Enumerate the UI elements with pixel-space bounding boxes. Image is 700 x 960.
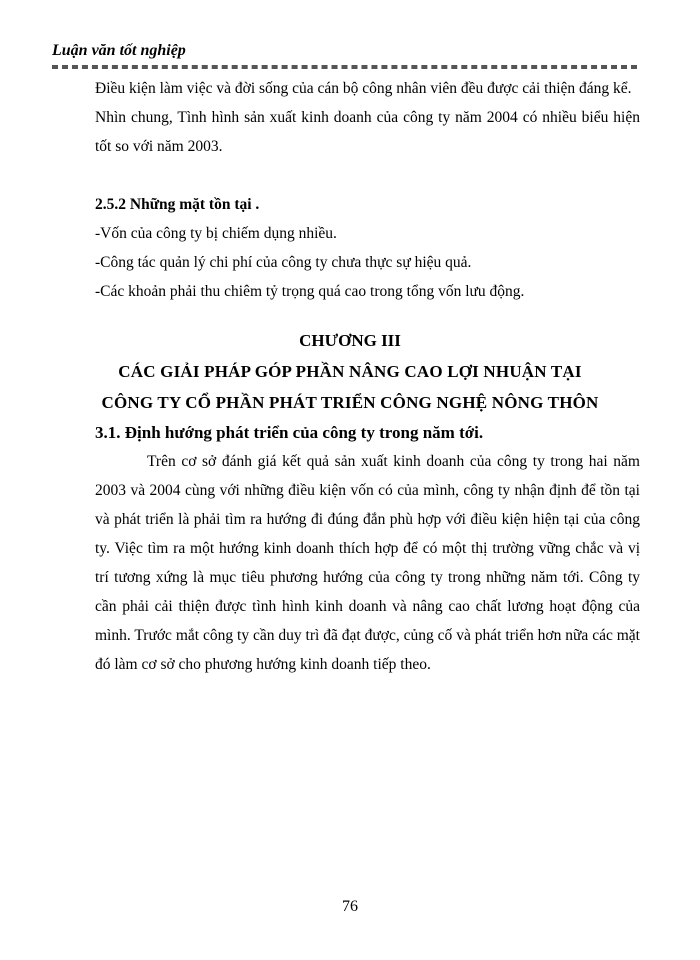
chapter-block: [40, 326, 660, 418]
issue-item-1: -Vốn của công ty bị chiếm dụng nhiều.: [95, 225, 337, 242]
issue-item-2: -Công tác quản lý chi phí của công ty chưa thực sự hiệu quả.: [95, 254, 472, 271]
intro-paragraph-1: Điều kiện làm việc và đời sống của cán bộ công nhân viên đều được cải thiện đáng kể.: [95, 80, 632, 97]
intro-paragraph-2: Nhìn chung, Tình hình sản xuất kinh doanh của công ty năm 2004 có nhiều biểu hiện tốt so với năm 2003.: [95, 109, 640, 155]
chapter-title-line-1: CÁC GIẢI PHÁP GÓP PHẦN NÂNG CAO LỢI NHUẬN TẠI: [118, 362, 582, 381]
section-3-1-heading: 3.1. Định hướng phát triển của công ty trong năm tới.: [95, 423, 484, 442]
document-body: [95, 74, 640, 306]
issue-item-3: -Các khoản phải thu chiêm tỷ trọng quá cao trong tổng vốn lưu động.: [95, 283, 525, 300]
page-number: 76: [342, 898, 358, 915]
header-separator: [52, 65, 637, 69]
spacer: [95, 161, 640, 190]
section-3-1-paragraph: Trên cơ sở đánh giá kết quả sản xuất kinh doanh của công ty trong hai năm 2003 và 2004 cùng với những điều kiện vốn có của mình, công ty nhận định để tồn tại và phát triển là phải tìm ra hướng đi đúng đắn phù hợp với điều kiện hiện tại của công ty. Việc tìm ra một hướng kinh doanh thích hợp để có một thị trường vững chắc và vị trí tương xứng là mục tiêu phương hướng của công ty trong những năm tới. Công ty cần phải cải thiện được tình hình kinh doanh và nâng cao chất lương hoạt động của mình. Trước mắt công ty cần duy trì đã đạt được, củng cố và phát triển hơn nữa các mặt đó làm cơ sở cho phương hướng kinh doanh tiếp theo.: [95, 453, 640, 673]
section-2-5-2-heading: 2.5.2 Những mặt tồn tại .: [95, 196, 260, 213]
section-3-1: [95, 419, 640, 679]
chapter-label: CHƯƠNG III: [299, 331, 401, 350]
chapter-title-line-2: CÔNG TY CỔ PHẦN PHÁT TRIỂN CÔNG NGHỆ NÔNG THÔN: [101, 393, 599, 412]
document-header-title: Luận văn tốt nghiệp: [52, 42, 186, 59]
